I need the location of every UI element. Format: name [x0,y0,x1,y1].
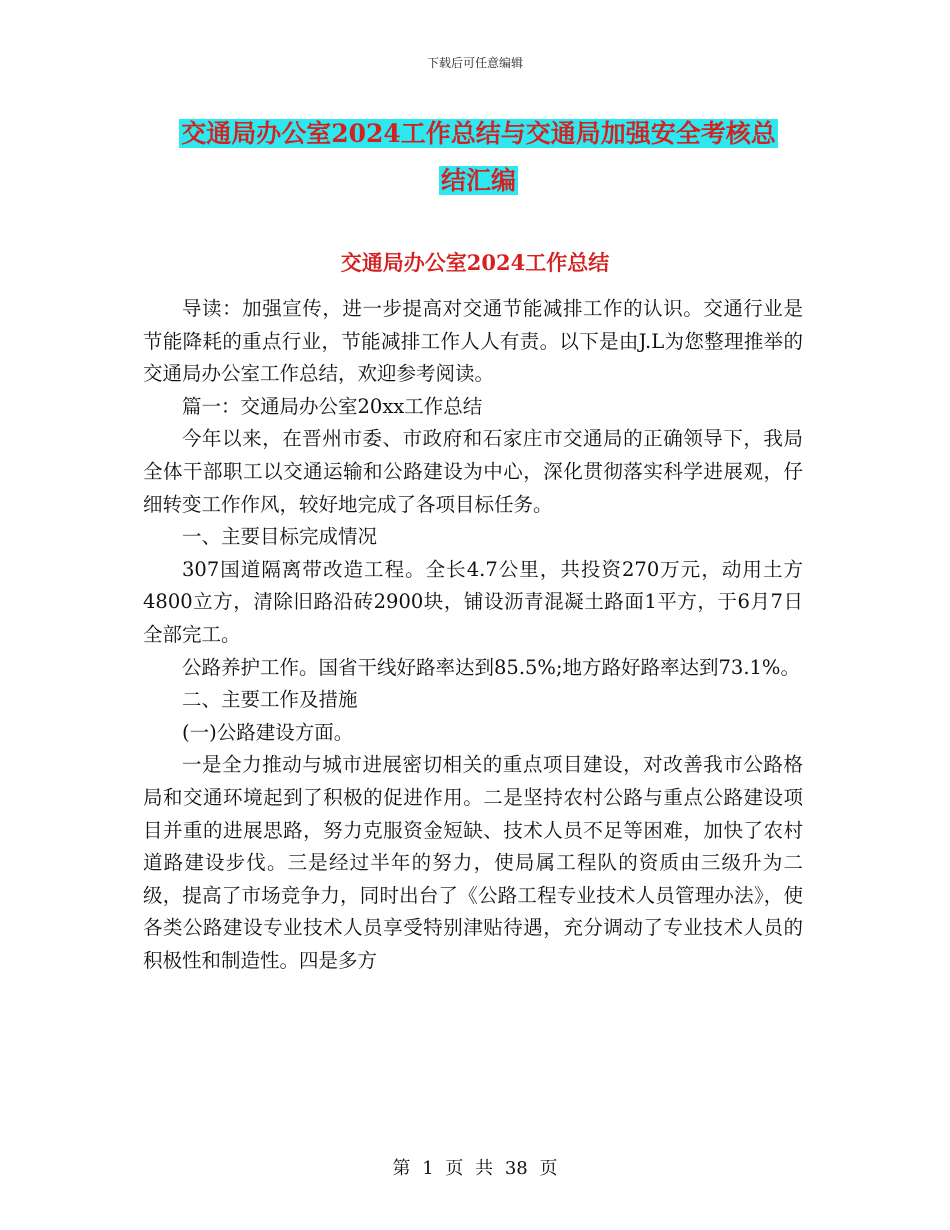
paragraph-overview: 今年以来，在晋州市委、市政府和石家庄市交通局的正确领导下，我局全体干部职工以交通运输和公路建设为中心，深化贯彻落实科学进展观，仔细转变工作作风，较好地完成了各项目标任务。 [143,427,803,516]
document-title-line-2: 结汇编 [440,166,516,195]
paragraph-subsection-heading: (一)公路建设方面。 [182,720,354,744]
document-body [143,293,803,977]
document-title [146,110,811,204]
section-title: 交通局办公室2024工作总结 [340,250,610,275]
header-note: 下载后可任意编辑 [426,56,523,70]
paragraph-maintenance: 公路养护工作。国省干线好路率达到85.5%;地方路好路率达到73.1%。 [182,655,800,679]
paragraph-section-heading-1: 一、主要目标完成情况 [182,525,378,549]
page-number: 第 1 页 共 38 页 [392,1158,558,1179]
paragraph-chapter-heading: 篇一：交通局办公室20xx工作总结 [182,394,483,418]
paragraph-section-heading-2: 二、主要工作及措施 [182,688,358,712]
document-title-line-1: 交通局办公室2024工作总结与交通局加强安全考核总 [181,119,776,148]
paragraph-construction: 一是全力推动与城市进展密切相关的重点项目建设，对改善我市公路格局和交通环境起到了积极的促进作用。二是坚持农村公路与重点公路建设项目并重的进展思路，努力克服资金短缺、技术人员不足等困难，加快了农村道路建设步伐。三是经过半年的努力，使局属工程队的资质由三级升为二级，提高了市场竞争力，同时出台了《公路工程专业技术人员管理办法》，使各类公路建设专业技术人员享受特别津贴待遇，充分调动了专业技术人员的积极性和制造性。四是多方 [143,753,803,972]
paragraph-project: 307国道隔离带改造工程。全长4.7公里，共投资270万元，动用土方4800立方，清除旧路沿砖2900块，铺设沥青混凝土路面1平方，于6月7日全部完工。 [143,557,803,646]
paragraph-intro: 导读：加强宣传，进一步提高对交通节能减排工作的认识。交通行业是节能降耗的重点行业，节能减排工作人人有责。以下是由J.L为您整理推举的交通局办公室工作总结，欢迎参考阅读。 [143,297,803,386]
